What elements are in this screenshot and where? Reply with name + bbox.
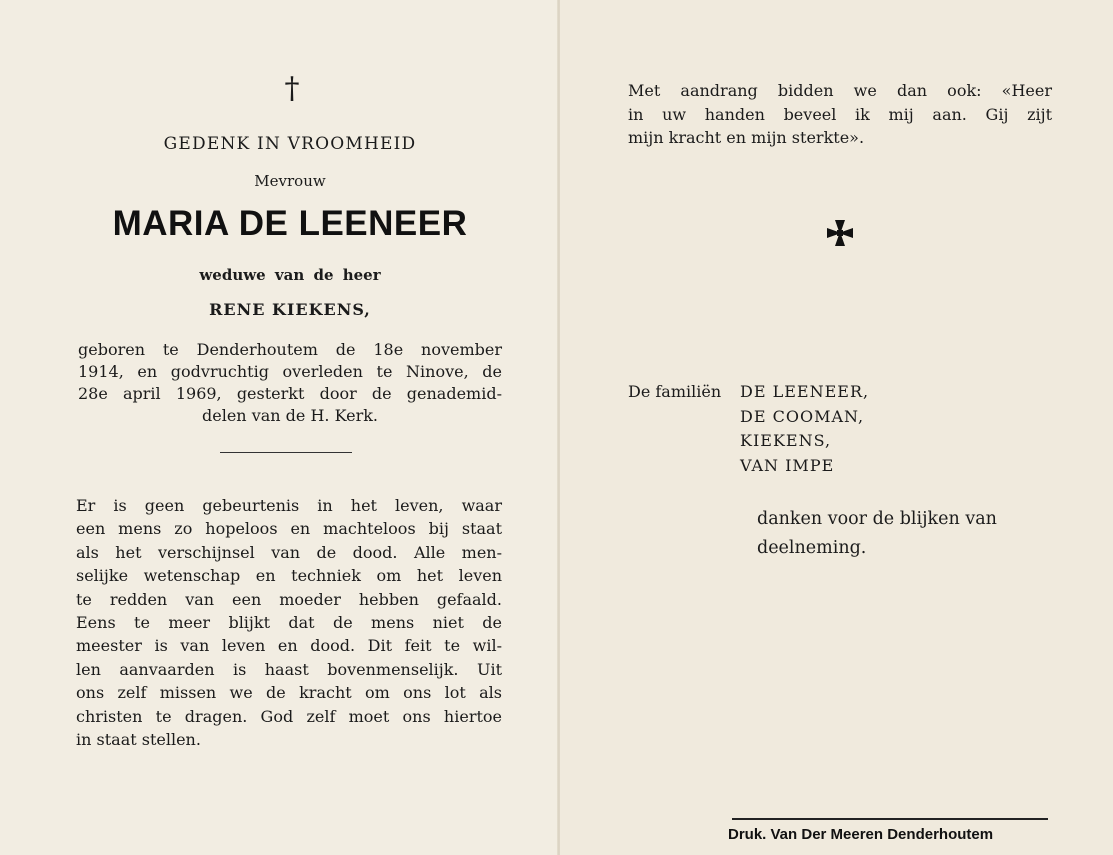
prayer-line: in uw handen beveel ik mij aan. Gij zijt [628,104,1052,124]
husband-name: RENE KIEKENS, [209,300,371,319]
divider [220,452,352,453]
reflection-line: christen te dragen. God zelf moet ons hiertoe [76,706,502,726]
bio-line: 28e april 1969, gesterkt door de genademid- [78,384,502,403]
bio-line: geboren te Denderhoutem de 18e november [78,340,502,359]
family-name: DE LEENEER, [740,382,870,401]
bio-line: 1914, en godvruchtig overleden te Ninove, de [78,362,502,381]
family-name: KIEKENS, [740,431,832,450]
maltese-cross-icon [826,219,854,247]
relation-text: weduwe van de heer [199,266,381,284]
reflection-text [76,494,502,751]
prayer-line: Met aandrang bidden we dan ook: «Heer [628,81,1052,100]
printer-credit: Druk. Van Der Meeren Denderhoutem [728,826,994,843]
reflection-line: te redden van een moeder hebben gefaald. [76,589,502,609]
reflection-line: ons zelf missen we de kracht om ons lot als [76,683,502,703]
deceased-name: MARIA DE LEENEER [112,204,468,243]
reflection-line: Eens te meer blijkt dat de mens niet de [76,613,502,633]
prayer-text [628,79,1052,150]
bio-line: delen van de H. Kerk. [202,406,378,425]
thanks-line: deelneming. [757,538,867,558]
reflection-line: len aanvaarden is haast bovenmenselijk. Uit [76,659,502,679]
prayer-line: mijn kracht en mijn sterkte». [628,128,865,147]
heading: GEDENK IN VROOMHEID [163,134,417,154]
reflection-line: meester is van leven en dood. Dit feit te wil- [76,636,502,656]
printer-divider [732,818,1048,820]
latin-cross-icon: † [284,71,300,106]
reflection-line: selijke wetenschap en techniek om het leven [76,566,502,586]
reflection-line: een mens zo hopeloos en machteloos bij staat [76,519,502,539]
families-list [740,380,869,478]
biography [78,339,502,427]
salutation: Mevrouw [254,172,326,190]
thanks-text [757,505,1052,563]
family-name: DE COOMAN, [740,406,865,426]
reflection-line: Er is geen gebeurtenis in het leven, waar [76,496,502,515]
reflection-line: als het verschijnsel van de dood. Alle men- [76,542,502,562]
families-intro: De familiën [628,382,722,401]
reflection-line: in staat stellen. [76,730,201,750]
thanks-line: danken voor de blijken van [757,509,997,529]
family-name: VAN IMPE [740,455,835,475]
